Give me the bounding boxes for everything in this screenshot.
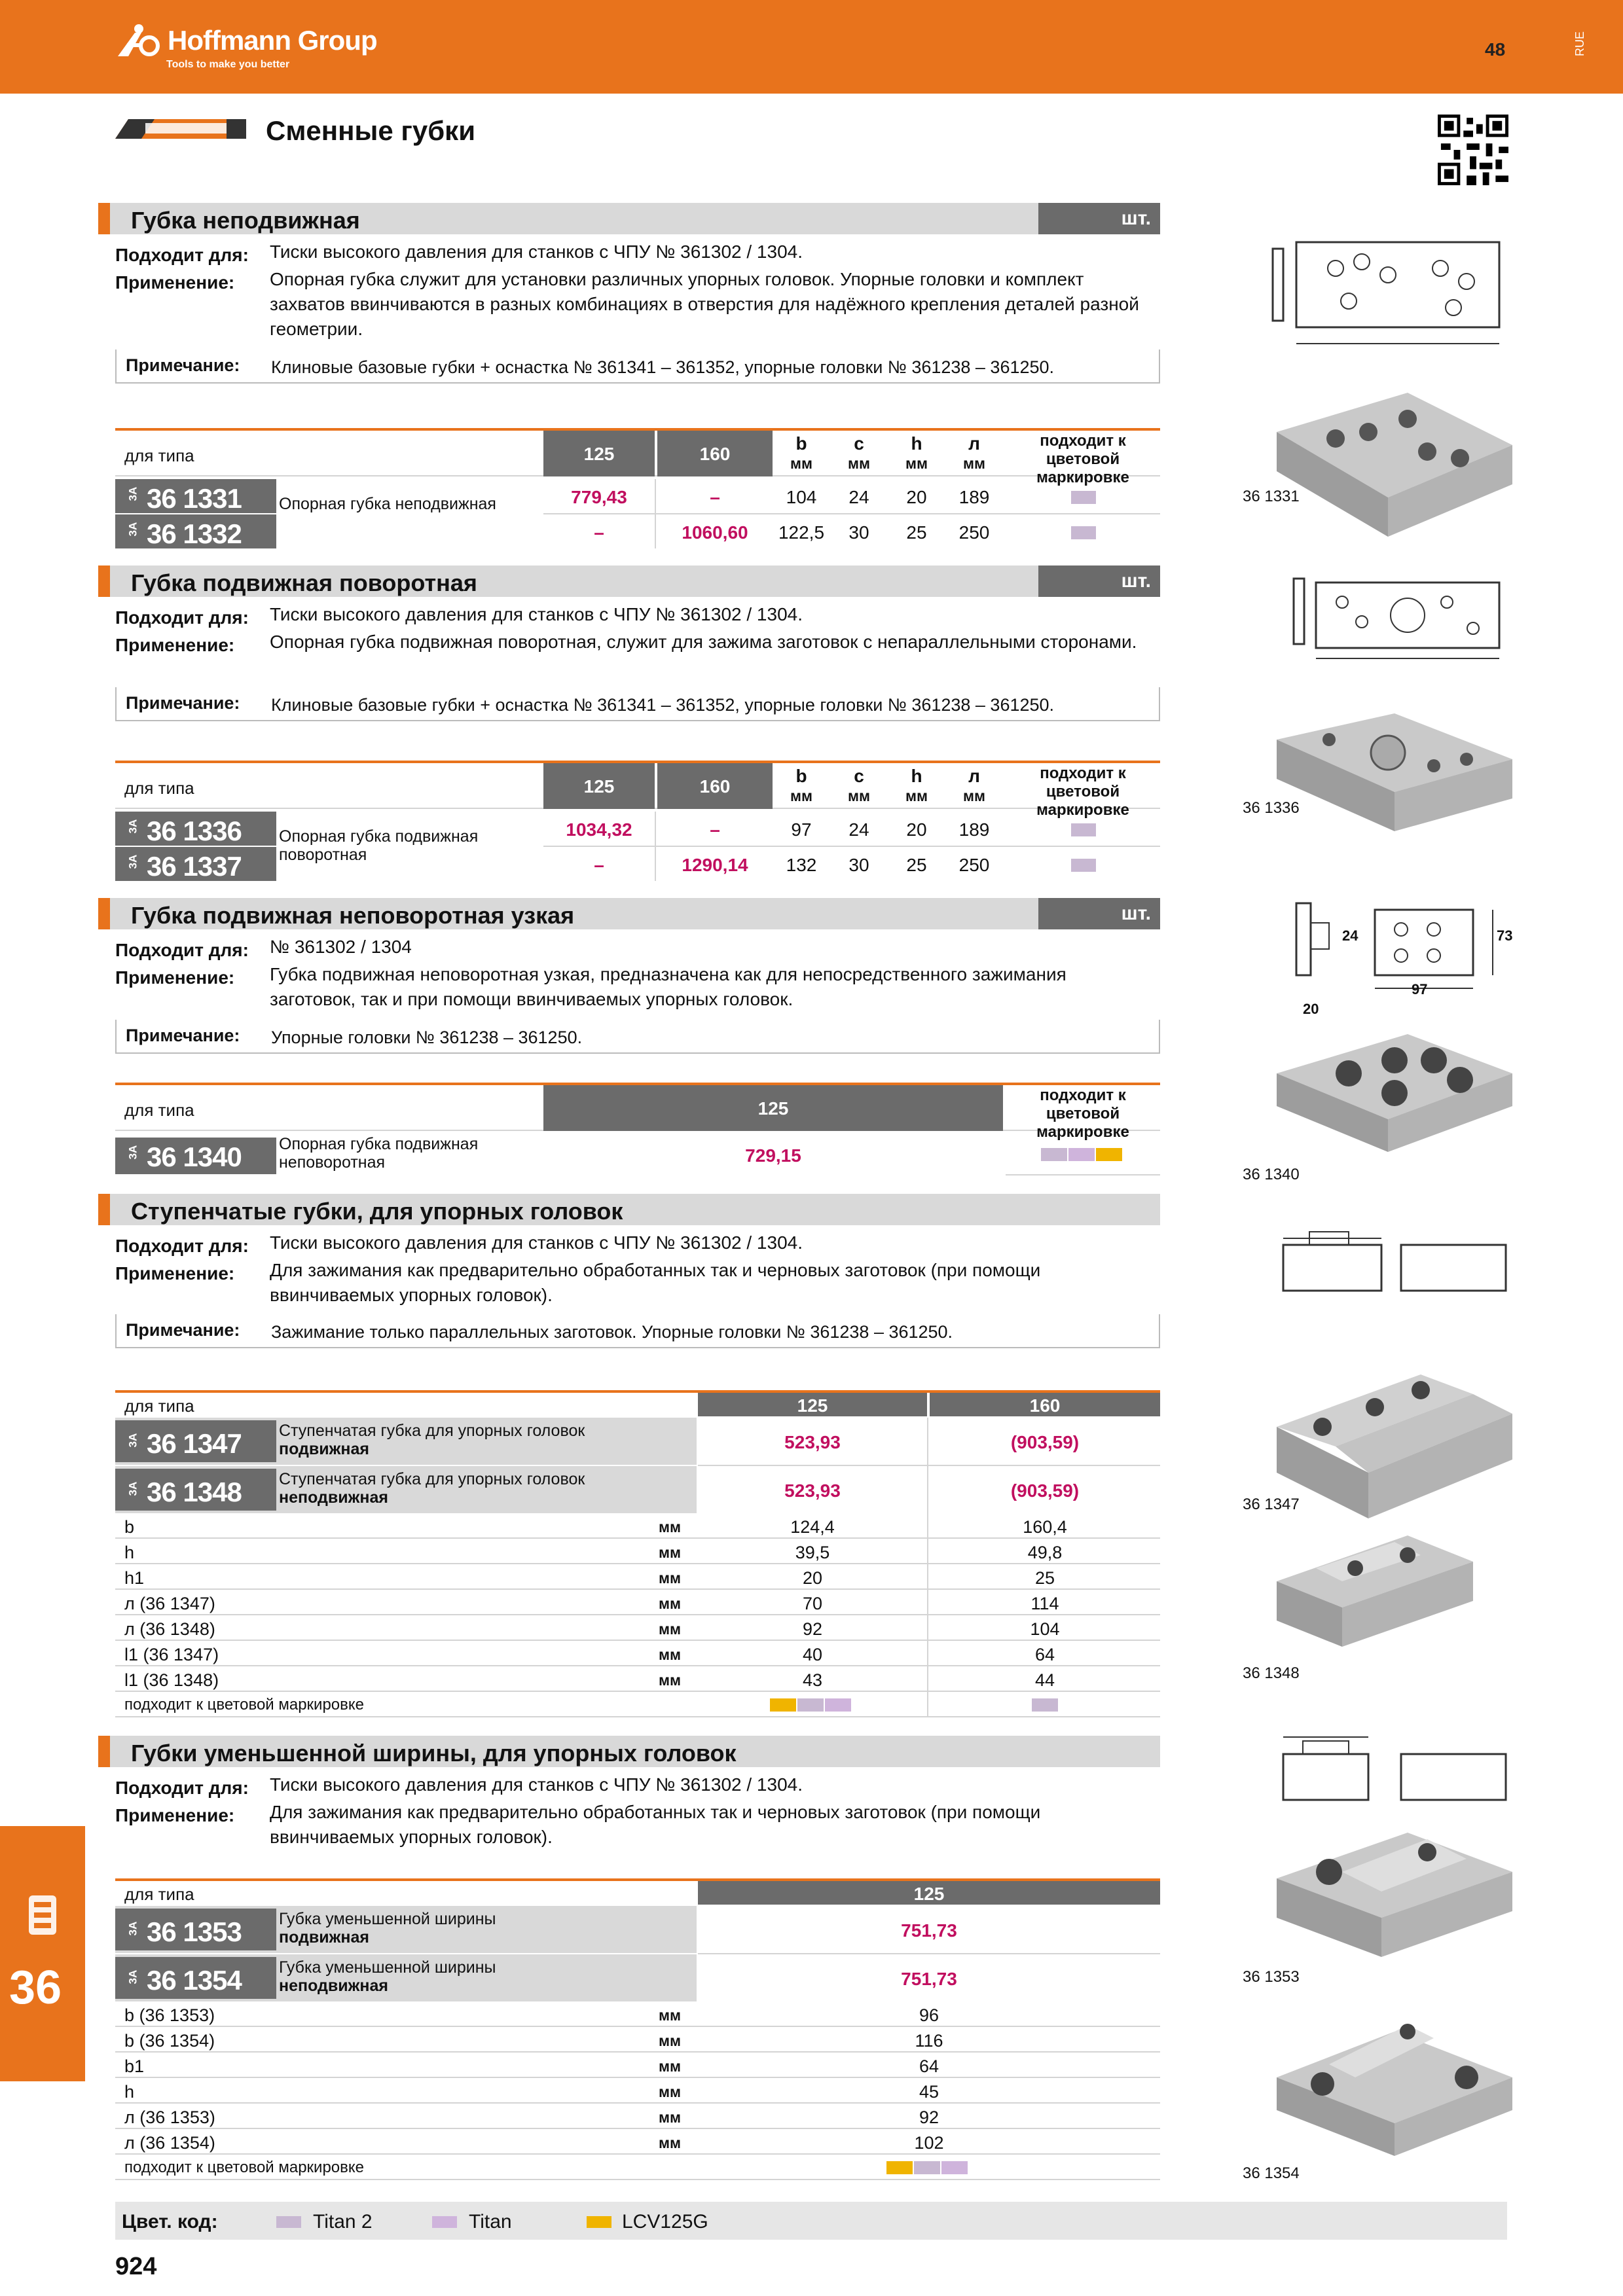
language-code: RUE — [1573, 31, 1586, 56]
spec-value: 124,4 — [790, 1517, 835, 1537]
article-number[interactable] — [115, 812, 276, 846]
dim-label: 20 — [1303, 1001, 1319, 1017]
color-swatch — [770, 1698, 796, 1712]
spec-unit: мм — [659, 2083, 682, 2100]
spec-value: 92 — [919, 2108, 939, 2127]
note-box — [115, 1314, 1160, 1348]
col-l: л — [968, 433, 980, 454]
spec-unit: мм — [659, 2032, 682, 2049]
chapter-number: 36 — [9, 1962, 62, 2014]
product-description-type: неподвижная — [279, 1977, 388, 1995]
price-cell[interactable]: (903,59) — [1010, 1432, 1080, 1452]
za-label: 3A — [126, 854, 139, 869]
spec-value: 64 — [919, 2056, 939, 2076]
color-swatch — [1032, 1698, 1058, 1712]
color-swatch — [886, 2161, 913, 2174]
za-label: 3A — [126, 1481, 139, 1496]
catalog-page-number: 48 — [1485, 39, 1506, 60]
za-label: 3A — [126, 1969, 139, 1984]
product-description: Опорная губка подвижная поворотная — [279, 827, 479, 864]
unit-label: шт. — [1038, 898, 1160, 929]
value-c: 30 — [848, 522, 869, 543]
spec-value: 45 — [919, 2082, 939, 2102]
spec-label: л (36 1348) — [124, 1619, 215, 1639]
price-cell[interactable]: 523,93 — [784, 1432, 841, 1452]
section-swivel-jaw-header — [98, 565, 1160, 597]
product-description: Опорная губка подвижная неповоротная — [279, 1135, 479, 1172]
article-number-text: 36 1340 — [147, 1141, 242, 1172]
col-b: b — [795, 433, 807, 454]
unit-l: мм — [962, 455, 986, 472]
spec-unit: мм — [659, 2109, 682, 2126]
product-description: Опорная губка неподвижная — [279, 495, 496, 513]
article-number[interactable] — [115, 1138, 276, 1174]
footer-page-number: 924 — [115, 2253, 157, 2280]
use-text: Для зажимания как предварительно обработанных так и черновых заготовок (при помощи ввинчиваемых упорных головок). — [270, 1260, 1041, 1305]
row-divider — [1006, 1134, 1160, 1175]
color-swatch — [825, 1698, 851, 1712]
legend-item: LCV125G — [622, 2211, 708, 2233]
col-160: 160 — [930, 1393, 1160, 1416]
note-label: Примечание: — [126, 355, 240, 375]
section-narrow-jaw-header — [98, 898, 1160, 929]
price-cell[interactable]: 779,43 — [571, 487, 627, 507]
price-cell[interactable]: 729,15 — [745, 1145, 801, 1166]
col-l: л — [968, 766, 980, 786]
narrow-jaw-photo — [1277, 1034, 1512, 1165]
spec-value: 25 — [1034, 1568, 1055, 1588]
price-cell[interactable]: (903,59) — [1010, 1480, 1080, 1501]
spec-label: h — [124, 2082, 135, 2102]
za-label: 3A — [126, 819, 139, 834]
product-description-line: Ступенчатая губка для упорных головок — [279, 1422, 585, 1440]
note-text: Зажимание только параллельных заготовок. Упорные головки № 361238 – 361250. — [271, 1322, 953, 1342]
value-h: 20 — [906, 819, 927, 840]
dim-label: 97 — [1412, 981, 1428, 997]
price-cell[interactable]: 1290,14 — [682, 855, 748, 875]
legend-swatch — [276, 2216, 301, 2228]
value-h: 20 — [906, 487, 927, 507]
section-title: Ступенчатые губки, для упорных головок — [131, 1198, 623, 1225]
note-label: Примечание: — [126, 693, 240, 713]
spec-row — [115, 2053, 1160, 2078]
spec-label: л (36 1347) — [124, 1594, 215, 1613]
spec-label: b — [124, 1517, 135, 1537]
col-125: 125 — [698, 1393, 927, 1416]
reduced-jaw-fixed-photo — [1277, 2018, 1512, 2156]
spec-row — [115, 2078, 1160, 2104]
value-b: 122,5 — [778, 522, 825, 543]
legend-item: Titan 2 — [313, 2211, 373, 2233]
col-c: c — [854, 766, 864, 786]
article-number-text: 36 1353 — [147, 1916, 242, 1947]
article-number[interactable] — [115, 1469, 276, 1511]
spec-row — [115, 2155, 1160, 2180]
spec-label: l1 (36 1348) — [124, 1670, 219, 1690]
unit-b: мм — [790, 455, 813, 472]
za-label: 3A — [126, 522, 139, 537]
col-160: 160 — [657, 431, 773, 476]
fits-label: Подходит для: — [115, 1236, 249, 1256]
dim-label: 73 — [1497, 927, 1513, 944]
spec-value: 116 — [915, 2031, 943, 2051]
qr-code-icon[interactable] — [1438, 114, 1508, 186]
spec-unit: мм — [659, 1672, 682, 1689]
color-mark-header: подходит к цветовой маркировке — [1036, 432, 1129, 486]
use-text: Опорная губка служит для установки различных упорных головок. Упорные головки и комплект захватов ввинчиваются в разных комбинациях в отверстия для надёжного крепления деталей разной геометрии. — [270, 269, 1139, 339]
product-caption: 36 1348 — [1243, 1664, 1300, 1682]
allmatic-logo — [115, 115, 253, 144]
color-swatch — [1071, 526, 1096, 539]
fits-label: Подходит для: — [115, 1778, 249, 1798]
spec-row — [115, 2027, 1160, 2053]
price-cell[interactable]: – — [594, 855, 604, 875]
article-number-text: 36 1354 — [147, 1965, 242, 1996]
color-swatch — [797, 1698, 824, 1712]
use-label: Применение: — [115, 1263, 235, 1283]
hoffmann-logo[interactable] — [115, 24, 377, 71]
unit-label: шт. — [1038, 565, 1160, 597]
brand-tagline: Tools to make you better — [166, 58, 290, 70]
spec-row — [115, 1666, 1160, 1692]
spec-row — [115, 1539, 1160, 1564]
col-b: b — [795, 766, 807, 786]
spec-label: b (36 1353) — [124, 2005, 215, 2025]
legend-swatch — [587, 2216, 611, 2228]
row-divider — [543, 513, 1160, 514]
brand-name: Hoffmann Group — [168, 25, 377, 56]
spec-unit: мм — [659, 2058, 682, 2075]
spec-label: л (36 1354) — [124, 2133, 215, 2153]
for-type-label: для типа — [124, 1100, 194, 1120]
value-c: 30 — [848, 855, 869, 875]
use-text: Губка подвижная неповоротная узкая, предназначена как для непосредственного зажимания заготовок, так и при помощи ввинчиваемых упорных головок. — [270, 964, 1067, 1009]
value-l: 189 — [958, 819, 990, 840]
product-description — [279, 1470, 695, 1507]
spec-value: 114 — [1030, 1594, 1059, 1613]
swivel-jaw-drawing — [1277, 569, 1512, 668]
spec-row — [115, 1641, 1160, 1666]
reduced-jaw-drawing — [1270, 1728, 1512, 1820]
dim-label: 24 — [1342, 927, 1359, 944]
color-swatch — [1071, 859, 1096, 872]
spec-row — [115, 1513, 1160, 1539]
spec-value: 39,5 — [795, 1543, 830, 1562]
spec-label: b1 — [124, 2056, 145, 2076]
spec-unit: мм — [659, 2134, 682, 2151]
spec-row — [115, 1692, 1160, 1717]
unit-l: мм — [962, 787, 986, 804]
price-cell[interactable]: – — [594, 522, 604, 543]
article-number[interactable] — [115, 1420, 276, 1462]
fits-text: № 361302 / 1304 — [270, 937, 412, 957]
step-jaw-movable-photo — [1277, 1374, 1512, 1518]
section-title: Губки уменьшенной ширины, для упорных головок — [131, 1740, 737, 1767]
note-box — [115, 1020, 1160, 1054]
article-number-text: 36 1336 — [147, 816, 242, 846]
row-divider — [698, 1953, 1160, 1954]
col-divider — [655, 812, 656, 881]
spec-value: 96 — [919, 2005, 939, 2025]
unit-h: мм — [905, 787, 928, 804]
section-title: Губка подвижная поворотная — [131, 569, 477, 596]
spec-unit: мм — [659, 1595, 682, 1612]
value-b: 97 — [791, 819, 812, 840]
price-cell[interactable]: 523,93 — [784, 1480, 841, 1501]
article-number-text: 36 1332 — [147, 518, 242, 549]
fits-label: Подходит для: — [115, 245, 249, 265]
spec-value: 64 — [1034, 1645, 1055, 1664]
fixed-jaw-drawing — [1244, 229, 1512, 360]
article-number[interactable] — [115, 1957, 276, 1999]
spec-value: 20 — [802, 1568, 823, 1588]
price-cell[interactable]: – — [710, 819, 720, 840]
note-box — [115, 687, 1160, 721]
swivel-jaw-photo — [1277, 713, 1512, 844]
spec-value: 40 — [802, 1645, 823, 1664]
spec-label: b (36 1354) — [124, 2031, 215, 2051]
color-swatch — [941, 2161, 968, 2174]
color-code-legend — [115, 2202, 1507, 2240]
value-l: 189 — [958, 487, 990, 507]
fits-text: Тиски высокого давления для станков с ЧПУ № 361302 / 1304. — [270, 1774, 803, 1795]
allmatic-logo-icon — [115, 115, 253, 144]
unit-label: шт. — [1038, 203, 1160, 234]
spec-label: подходит к цветовой маркировке — [124, 1696, 365, 1713]
col-125: 125 — [543, 1085, 1003, 1131]
legend-item: Titan — [469, 2211, 512, 2233]
article-number[interactable] — [115, 514, 276, 548]
spec-unit: мм — [659, 1646, 682, 1663]
article-number[interactable] — [115, 479, 276, 513]
page-title: Сменные губки — [266, 115, 476, 146]
spec-value: 43 — [802, 1670, 823, 1690]
product-description-type: подвижная — [279, 1440, 369, 1458]
fixed-jaw-photo — [1277, 393, 1512, 556]
color-swatch — [1071, 823, 1096, 836]
za-label: 3A — [126, 486, 139, 501]
product-caption: 36 1354 — [1243, 2164, 1300, 2182]
hoffmann-logo-icon — [115, 24, 166, 58]
row-divider — [698, 1465, 1160, 1466]
article-number[interactable] — [115, 1909, 276, 1950]
spec-row — [115, 1590, 1160, 1615]
col-divider — [655, 479, 656, 548]
unit-c: мм — [847, 455, 871, 472]
product-description-line: Ступенчатая губка для упорных головок — [279, 1470, 585, 1488]
article-number-text: 36 1331 — [147, 483, 242, 514]
spec-row — [115, 2104, 1160, 2129]
spec-value: 70 — [802, 1594, 823, 1613]
section-reduced-width-header — [98, 1736, 1160, 1767]
reduced-jaw-movable-photo — [1277, 1833, 1512, 1964]
color-swatch — [914, 2161, 940, 2174]
spec-unit: мм — [659, 1518, 682, 1535]
spec-row — [115, 2001, 1160, 2027]
step-jaw-drawing — [1270, 1225, 1512, 1317]
use-label: Применение: — [115, 635, 235, 655]
spec-value: 44 — [1034, 1670, 1055, 1690]
use-label: Применение: — [115, 272, 235, 293]
value-l: 250 — [958, 522, 990, 543]
fits-label: Подходит для: — [115, 940, 249, 960]
unit-b: мм — [790, 787, 813, 804]
section-title: Губка подвижная неповоротная узкая — [131, 902, 575, 929]
product-description-type: подвижная — [279, 1928, 369, 1946]
za-label: 3A — [126, 1433, 139, 1448]
product-caption: 36 1353 — [1243, 1968, 1300, 1986]
spec-unit: мм — [659, 1544, 682, 1561]
note-box — [115, 350, 1160, 384]
chapter-tab[interactable] — [0, 1826, 85, 2081]
header-bar — [0, 0, 1623, 94]
note-text: Упорные головки № 361238 – 361250. — [271, 1028, 583, 1047]
za-label: 3A — [126, 1921, 139, 1936]
spec-unit: мм — [659, 1621, 682, 1638]
use-text: Опорная губка подвижная поворотная, служит для зажима заготовок с непараллельными сторонами. — [270, 632, 1137, 652]
product-caption: 36 1347 — [1243, 1496, 1300, 1513]
price-cell[interactable]: 751,73 — [901, 1920, 957, 1941]
price-cell[interactable]: – — [710, 487, 720, 507]
value-b: 104 — [786, 487, 817, 507]
za-label: 3A — [126, 1145, 139, 1160]
value-l: 250 — [958, 855, 990, 875]
price-cell[interactable]: 751,73 — [901, 1969, 957, 1989]
spec-value: 102 — [914, 2133, 944, 2153]
section-fixed-jaw-header — [98, 203, 1160, 234]
unit-c: мм — [847, 787, 871, 804]
value-b: 132 — [786, 855, 817, 875]
note-text: Клиновые базовые губки + оснастка № 361341 – 361352, упорные головки № 361238 – 361250. — [271, 357, 1055, 377]
spec-unit: мм — [659, 2007, 682, 2024]
section-title: Губка неподвижная — [131, 207, 360, 234]
fits-label: Подходит для: — [115, 607, 249, 628]
spec-label: h1 — [124, 1568, 145, 1588]
step-jaw-fixed-photo — [1277, 1529, 1512, 1660]
product-caption: 36 1331 — [1243, 488, 1300, 505]
product-caption: 36 1340 — [1243, 1166, 1300, 1183]
spec-value: 49,8 — [1027, 1543, 1063, 1562]
row-divider — [543, 846, 1160, 847]
use-label: Применение: — [115, 1805, 235, 1825]
spec-value: 104 — [1030, 1619, 1060, 1639]
product-description-line: Губка уменьшенной ширины — [279, 1958, 496, 1977]
article-number-text: 36 1347 — [147, 1428, 242, 1459]
col-h: h — [911, 766, 922, 786]
for-type-label: для типа — [124, 1396, 194, 1416]
spec-row — [115, 2129, 1160, 2155]
col-125: 125 — [543, 431, 655, 476]
legend-label: Цвет. код: — [122, 2211, 218, 2233]
product-caption: 36 1336 — [1243, 799, 1300, 817]
unit-h: мм — [905, 455, 928, 472]
spec-unit: мм — [659, 1570, 682, 1587]
legend-swatch — [432, 2216, 457, 2228]
fits-text: Тиски высокого давления для станков с ЧПУ № 361302 / 1304. — [270, 604, 803, 624]
col-125: 125 — [698, 1881, 1160, 1905]
spec-row — [115, 1615, 1160, 1641]
spec-label: подходит к цветовой маркировке — [124, 2159, 365, 2176]
spec-label: h — [124, 1543, 135, 1562]
value-c: 24 — [848, 487, 869, 507]
spec-value: 160,4 — [1023, 1517, 1067, 1537]
price-cell[interactable]: 1060,60 — [682, 522, 748, 543]
value-h: 25 — [906, 855, 927, 875]
fits-text: Тиски высокого давления для станков с ЧПУ № 361302 / 1304. — [270, 242, 803, 262]
product-description — [279, 1910, 695, 1946]
for-type-label: для типа — [124, 778, 194, 798]
value-h: 25 — [906, 522, 927, 543]
color-swatch — [1071, 491, 1096, 504]
product-description — [279, 1958, 695, 1995]
vise-icon — [22, 1889, 63, 1948]
article-number-text: 36 1348 — [147, 1477, 242, 1507]
col-160: 160 — [657, 763, 773, 809]
col-c: c — [854, 433, 864, 454]
fits-text: Тиски высокого давления для станков с ЧПУ № 361302 / 1304. — [270, 1232, 803, 1253]
article-number-text: 36 1337 — [147, 851, 242, 882]
for-type-label: для типа — [124, 446, 194, 465]
product-description-type: неподвижная — [279, 1488, 388, 1507]
article-number[interactable] — [115, 847, 276, 881]
note-label: Примечание: — [126, 1320, 240, 1340]
col-125: 125 — [543, 763, 655, 809]
for-type-label: для типа — [124, 1884, 194, 1904]
product-description-line: Губка уменьшенной ширины — [279, 1910, 496, 1928]
use-text: Для зажимания как предварительно обработанных так и черновых заготовок (при помощи ввинчиваемых упорных головок). — [270, 1802, 1041, 1847]
price-cell[interactable]: 1034,32 — [566, 819, 632, 840]
spec-value: 92 — [802, 1619, 823, 1639]
narrow-jaw-drawing — [1277, 897, 1512, 1014]
product-description — [279, 1422, 695, 1458]
color-mark-header: подходит к цветовой маркировке — [1036, 1086, 1129, 1141]
use-label: Применение: — [115, 967, 235, 988]
value-c: 24 — [848, 819, 869, 840]
note-label: Примечание: — [126, 1026, 240, 1045]
spec-row — [115, 1564, 1160, 1590]
note-text: Клиновые базовые губки + оснастка № 361341 – 361352, упорные головки № 361238 – 361250. — [271, 695, 1055, 715]
col-h: h — [911, 433, 922, 454]
color-mark-header: подходит к цветовой маркировке — [1036, 764, 1129, 819]
spec-label: l1 (36 1347) — [124, 1645, 219, 1664]
section-step-jaws-header — [98, 1194, 1160, 1225]
spec-label: л (36 1353) — [124, 2108, 215, 2127]
